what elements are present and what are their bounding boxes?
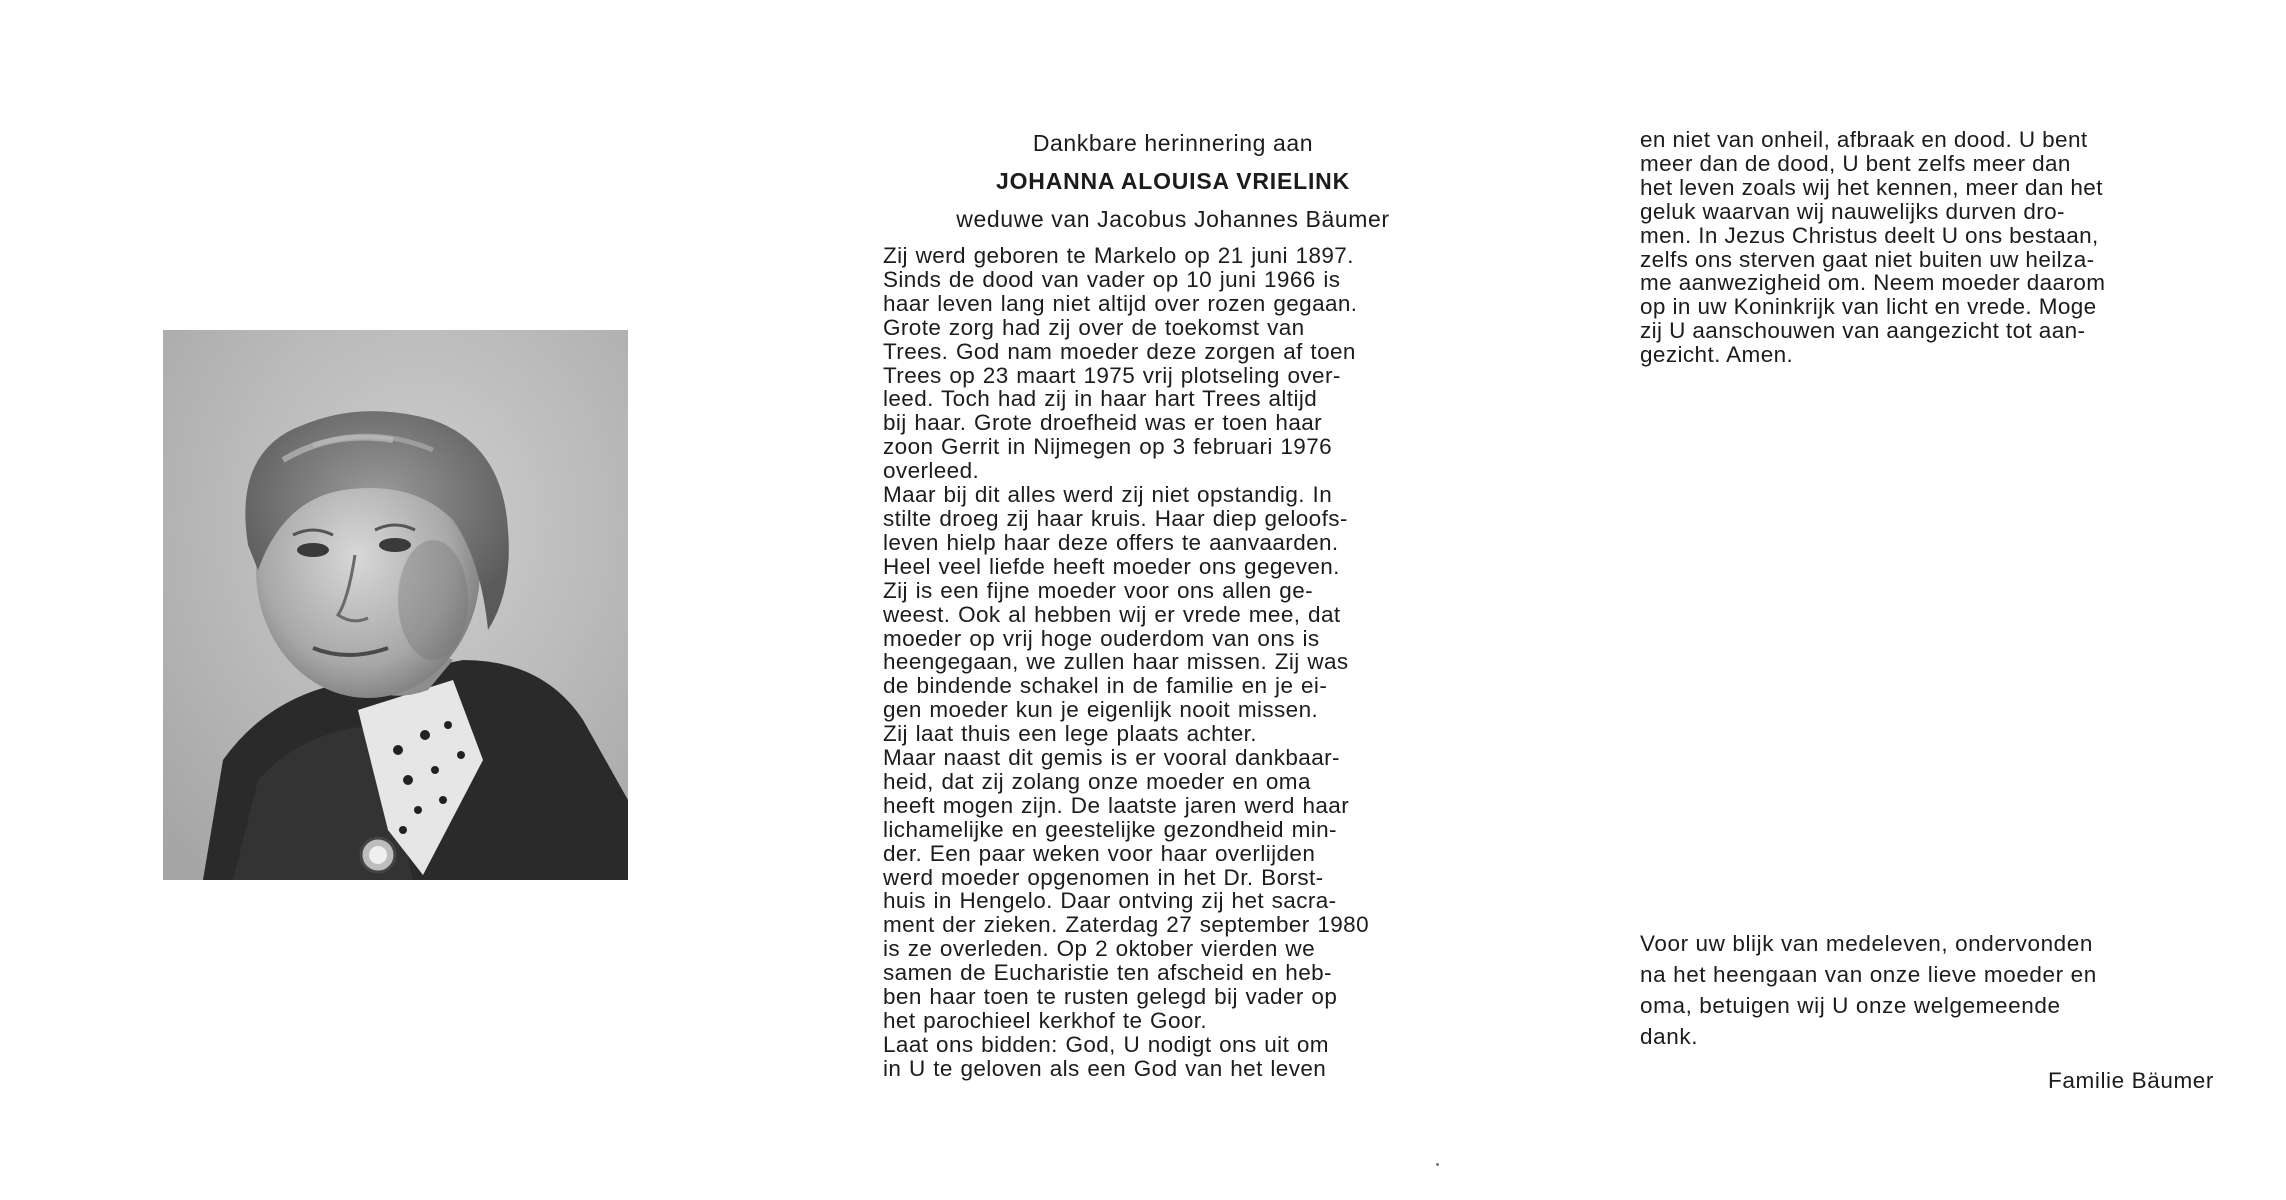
biography-text xyxy=(883,244,1463,1081)
biography-line: heid, dat zij zolang onze moeder en oma xyxy=(883,768,1311,794)
prayer-line: men. In Jezus Christus deelt U ons bestaan, xyxy=(1640,222,2099,248)
prayer-line: geluk waarvan wij nauwelijks durven dro- xyxy=(1640,198,2065,224)
biography-line: overleed. xyxy=(883,458,980,484)
biography-line: gen moeder kun je eigenlijk nooit missen. xyxy=(883,697,1319,723)
family-signature: Familie Bäumer xyxy=(2048,1068,2214,1093)
biography-line: de bindende schakel in de familie en je ei- xyxy=(883,673,1328,699)
prayer-continuation xyxy=(1640,128,2214,367)
prayer-line: en niet van onheil, afbraak en dood. U bent xyxy=(1640,127,2088,152)
biography-line: bij haar. Grote droefheid was er toen haar xyxy=(883,410,1323,436)
biography-line: stilte droeg zij haar kruis. Haar diep geloofs- xyxy=(883,505,1348,531)
biography-line: Zij werd geboren te Markelo op 21 juni 1897. xyxy=(883,243,1354,268)
biography-line: huis in Hengelo. Daar ontving zij het sacra- xyxy=(883,888,1337,914)
biography-line: Laat ons bidden: God, U nodigt ons uit om xyxy=(883,1031,1329,1057)
thanks-line: Voor uw blijk van medeleven, ondervonden xyxy=(1640,931,2094,956)
biography-line: Sinds de dood van vader op 10 juni 1966 is xyxy=(883,266,1341,292)
portrait-photo xyxy=(163,330,628,880)
biography-line: Trees op 23 maart 1975 vrij plotseling over- xyxy=(883,362,1341,388)
biography-line: moeder op vrij hoge ouderdom van ons is xyxy=(883,625,1320,651)
biography-line: Maar naast dit gemis is er vooral dankbaar- xyxy=(883,745,1340,771)
biography-line: heeft mogen zijn. De laatste jaren werd haar xyxy=(883,792,1350,818)
widow-of-line: weduwe van Jacobus Johannes Bäumer xyxy=(956,206,1390,232)
thanks-line: dank. xyxy=(1640,1024,1699,1049)
biography-line: samen de Eucharistie ten afscheid en heb- xyxy=(883,960,1332,986)
biography-line: heengegaan, we zullen haar missen. Zij was xyxy=(883,649,1349,675)
prayer-line: gezicht. Amen. xyxy=(1640,342,1794,368)
biography-line: Heel veel liefde heeft moeder ons gegeven. xyxy=(883,553,1340,579)
biography-line: Zij is een fijne moeder voor ons allen ge- xyxy=(883,577,1314,603)
portrait-illustration xyxy=(163,330,628,880)
biography-line: het parochieel kerkhof te Goor. xyxy=(883,1008,1208,1033)
biography-line: Zij laat thuis een lege plaats achter. xyxy=(883,721,1257,747)
dedication-line: Dankbare herinnering aan xyxy=(1032,130,1314,156)
biography-line: ment der zieken. Zaterdag 27 september 1980 xyxy=(883,912,1369,938)
biography-line: der. Een paar weken voor haar overlijden xyxy=(883,840,1316,866)
thanks-line: oma, betuigen wij U onze welgemeende xyxy=(1640,993,2061,1018)
prayer-line: zelfs ons sterven gaat niet buiten uw heilza- xyxy=(1640,246,2095,272)
biography-line: ben haar toen te rusten gelegd bij vader op xyxy=(883,984,1338,1010)
deceased-name: JOHANNA ALOUISA VRIELINK xyxy=(996,168,1350,194)
biography-line: lichamelijke en geestelijke gezondheid min- xyxy=(883,816,1337,842)
middle-column xyxy=(883,128,1463,1081)
biography-line: Trees. God nam moeder deze zorgen af toen xyxy=(883,338,1356,364)
prayer-line: het leven zoals wij het kennen, meer dan het xyxy=(1640,174,2103,200)
paper-speck xyxy=(1436,1163,1439,1166)
biography-line: weest. Ook al hebben wij er vrede mee, dat xyxy=(883,601,1341,627)
thanks-line: na het heengaan van onze lieve moeder en xyxy=(1640,962,2097,987)
thanks-note xyxy=(1640,928,2214,1052)
prayer-line: meer dan de dood, U bent zelfs meer dan xyxy=(1640,150,2071,176)
biography-line: in U te geloven als een God van het leven xyxy=(883,1055,1327,1081)
biography-line: zoon Gerrit in Nijmegen op 3 februari 1976 xyxy=(883,434,1333,460)
prayer-line: zij U aanschouwen van aangezicht tot aan- xyxy=(1640,318,2086,344)
biography-line: Maar bij dit alles werd zij niet opstandig. In xyxy=(883,482,1333,508)
biography-line: leven hielp haar deze offers te aanvaarden. xyxy=(883,529,1339,555)
prayer-line: me aanwezigheid om. Neem moeder daarom xyxy=(1640,270,2106,296)
biography-line: Grote zorg had zij over de toekomst van xyxy=(883,314,1305,340)
biography-line: leed. Toch had zij in haar hart Trees altijd xyxy=(883,386,1318,412)
biography-line: haar leven lang niet altijd over rozen gegaan. xyxy=(883,290,1358,316)
biography-line: werd moeder opgenomen in het Dr. Borst- xyxy=(883,864,1324,890)
prayer-line: op in uw Koninkrijk van licht en vrede. Moge xyxy=(1640,294,2097,320)
biography-line: is ze overleden. Op 2 oktober vierden we xyxy=(883,936,1315,962)
right-column xyxy=(1640,128,2214,367)
